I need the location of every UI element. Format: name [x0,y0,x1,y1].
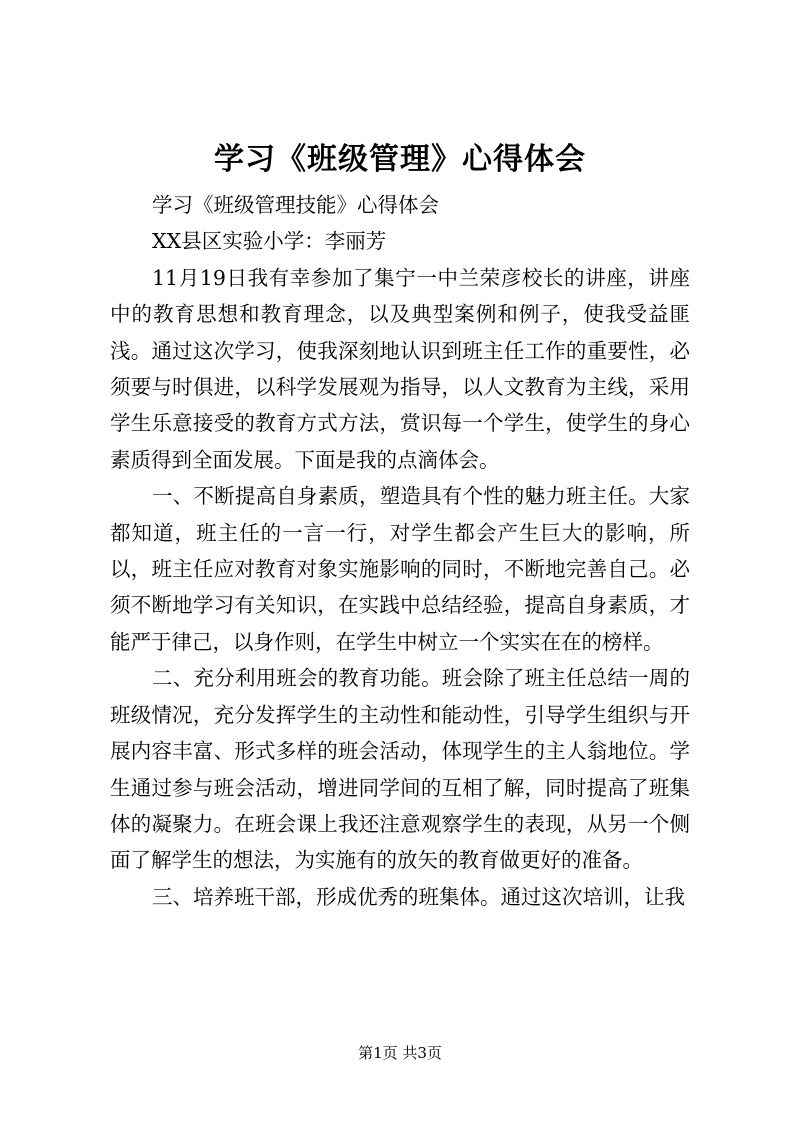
point-one-paragraph: 一、不断提高自身素质，塑造具有个性的魅力班主任。大家都知道，班主任的一言一行，对学生都会产生巨大的影响，所以，班主任应对教育对象实施影响的同时，不断地完善自己。必须不断地学习有关知识，在实践中总结经验，提高自身素质，才能严于律己，以身作则，在学生中树立一个实实在在的榜样。 [110,484,690,654]
page-footer: 第1页 共3页 [358,1044,442,1062]
point-two-paragraph: 二、充分利用班会的教育功能。班会除了班主任总结一周的班级情况，充分发挥学生的主动性和能动性，引导学生组织与开展内容丰富、形式多样的班会活动，体现学生的主人翁地位。学生通过参与班会活动，增进同学间的互相了解，同时提高了班集体的凝聚力。在班会课上我还注意观察学生的表现，从另一个侧面了解学生的想法，为实施有的放矢的教育做更好的准备。 [110,666,690,873]
intro-paragraph: 11月19日我有幸参加了集宁一中兰荣彦校长的讲座，讲座中的教育思想和教育理念，以及典型案例和例子，使我受益匪浅。通过这次学习，使我深刻地认识到班主任工作的重要性，必须要与时俱进，以科学发展观为指导，以人文教育为主线，采用学生乐意接受的教育方式方法，赏识每一个学生，使学生的身心素质得到全面发展。下面是我的点滴体会。 [110,265,690,472]
point-three-paragraph: 三、培养班干部，形成优秀的班集体。通过这次培训，让我 [152,884,686,909]
author-paragraph: XX县区实验小学：李丽芳 [152,229,387,254]
document-title: 学习《班级管理》心得体会 [214,142,586,177]
document-body [110,187,690,915]
subtitle-paragraph: 学习《班级管理技能》心得体会 [152,193,440,217]
